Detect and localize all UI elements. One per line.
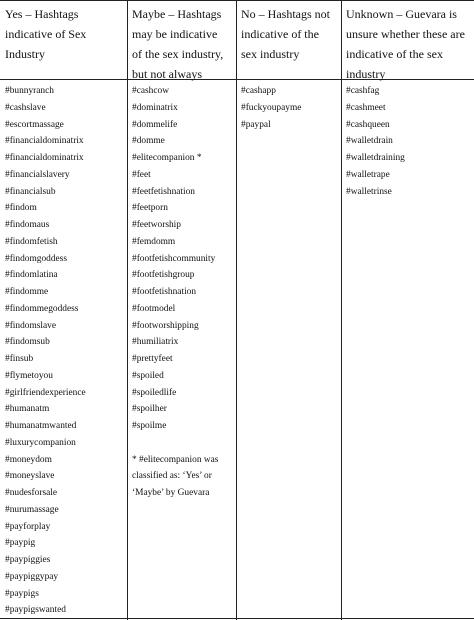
hashtag-cell: #moneyslave [5,471,55,482]
header-maybe [132,4,223,84]
hashtag-cell: #findomgoddess [5,253,67,264]
hashtag-cell: #findom [5,203,37,214]
hashtag-cell: #footfetishnation [132,287,197,297]
header-line: but not always [132,67,202,81]
header-line: unsure whether these are [346,27,465,41]
hashtag-cell: #bunnyranch [5,86,54,96]
hashtag-cell: #flymetoyou [5,370,53,381]
hashtag-cell: #feetfetishnation [132,186,195,197]
hashtag-cell: #findomme [5,287,49,297]
hashtag-cell: #dominatrix [132,102,178,113]
header-line: Maybe – Hashtags [132,7,222,21]
yes-column [5,83,86,619]
hashtag-cell: #feetworship [132,220,181,230]
hashtag-cell: #footworshipping [132,320,199,331]
hashtag-cell: #girlfriendexperience [5,387,86,398]
hashtag-cell: #walletdrain [346,136,393,147]
hashtag-cell: #financialdominatrix [5,153,84,163]
hashtag-cell: #nudesforsale [5,488,58,498]
hashtag-cell: #walletrape [346,169,390,180]
header-line: Yes – Hashtags [5,7,79,21]
header-no [241,4,330,64]
hashtag-cell: #footfetishcommunity [132,253,216,264]
hashtag-cell: #findomlatina [5,270,58,281]
hashtag-cell: #findomaus [5,220,50,230]
hashtag-cell: #fuckyoupayme [241,102,302,113]
hashtag-cell: #paypig [5,538,36,549]
header-line: of the sex industry, [132,47,224,61]
column-divider [236,1,237,620]
hashtag-cell: #spoiled [132,370,164,381]
footnote-line: * #elitecompanion was [132,454,219,465]
hashtag-cell: #findommegoddess [5,303,79,314]
footnote-line: ‘Maybe’ by Guevara [132,488,210,498]
hashtag-cell: #payforplay [5,521,51,532]
hashtag-cell: #walletrinse [346,186,392,197]
hashtag-cell: #femdomm [132,236,176,247]
hashtag-cell: #nurumassage [5,504,59,515]
hashtag-cell: #cashmeet [346,102,386,113]
hashtag-cell: #financialslavery [5,169,70,180]
hashtag-cell: #financialsub [5,186,56,197]
hashtag-cell: #elitecompanion * [132,153,202,163]
spacer [132,435,232,452]
no-column [241,83,301,133]
header-line: industry [346,67,386,81]
hashtag-cell: #luxurycompanion [5,437,76,448]
hashtag-cell: #cashfag [346,86,380,96]
header-yes [5,4,86,64]
hashtag-cell: #cashslave [5,102,46,113]
hashtag-cell: #domme [132,136,165,147]
column-divider [341,1,342,620]
hashtag-cell: #feet [132,169,151,180]
unknown-column [346,83,405,200]
footnote-line: classified as: ‘Yes’ or [132,471,212,482]
hashtag-cell: #cashapp [241,86,276,96]
header-line: sex industry [241,47,300,61]
hashtag-cell: #findomslave [5,320,57,331]
hashtag-cell: #cashcow [132,86,169,96]
hashtag-cell: #paypigswanted [5,605,66,616]
hashtag-cell: #prettyfeet [132,354,173,364]
header-line: Unknown – Guevara is [346,7,457,21]
hashtag-cell: #spoiledlife [132,387,177,398]
header-line: Industry [5,47,45,61]
hashtag-cell: #paypiggies [5,555,51,565]
hashtag-cell: #spoilher [132,404,167,415]
hashtag-cell: #financialdominatrix [5,136,84,147]
header-line: indicative of Sex [5,27,87,41]
header-line: indicative of the sex [346,47,443,61]
hashtag-cell: #feetporn [132,203,168,214]
hashtag-cell: #paypigs [5,588,39,599]
hashtag-cell: #findomfetish [5,236,58,247]
column-divider [127,1,128,620]
hashtag-cell: #dommelife [132,119,178,130]
hashtag-cell: #humanatm [5,404,50,415]
header-line: may be indicative [132,27,218,41]
hashtag-cell: #paypiggypay [5,571,59,582]
hashtag-cell: #moneydom [5,454,52,465]
header-unknown [346,4,465,84]
hashtag-cell: #paypal [241,119,271,130]
hashtag-cell: #footmodel [132,303,176,314]
maybe-column [132,83,232,502]
hashtag-cell: #walletdraining [346,153,405,163]
header-line: No – Hashtags not [241,7,330,21]
header-line: indicative of the [241,27,319,41]
hashtag-cell: #humiliatrix [132,337,179,348]
hashtag-cell: #findomsub [5,337,50,348]
hashtag-cell: #spoilme [132,421,167,431]
hashtag-cell: #escortmassage [5,119,64,130]
hashtag-cell: #humanatmwanted [5,421,77,431]
hashtag-cell: #footfetishgroup [132,270,195,281]
hashtag-cell: #cashqueen [346,119,390,130]
hashtag-cell: #finsub [5,354,34,364]
